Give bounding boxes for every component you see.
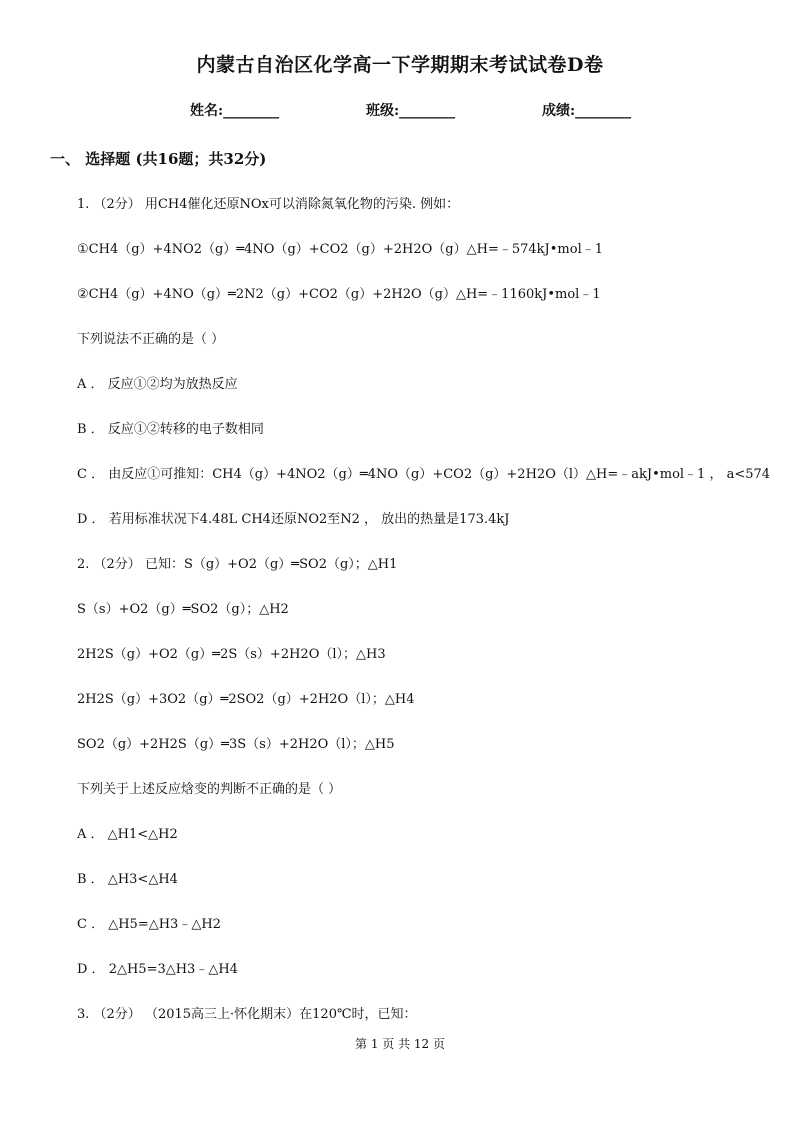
question-1-option-d: D ． 若用标准状况下4.48L CH4还原NO2至N2 ， 放出的热量是173.4kJ <box>77 512 510 527</box>
question-1-option-a: A ． 反应①②均为放热反应 <box>77 377 238 392</box>
question-2-equation-5: SO2（g）+2H2S（g）═3S（s）+2H2O（l）；△H5 <box>77 737 395 752</box>
question-2-equation-3: 2H2S（g）+O2（g）═2S（s）+2H2O（l）；△H3 <box>77 647 386 662</box>
question-1-prompt: 下列说法不正确的是（ ） <box>77 332 225 347</box>
question-3-stem: 3. （2分） （2015高三上·怀化期末）在120℃时，已知： <box>77 1007 417 1022</box>
question-1-stem: 1. （2分） 用CH4催化还原NOx可以消除氮氧化物的污染. 例如： <box>77 197 460 212</box>
question-2-option-a: A ． △H1<△H2 <box>77 827 178 842</box>
name-field: 姓名:________ <box>190 103 280 119</box>
question-2-prompt: 下列关于上述反应焓变的判断不正确的是（ ） <box>77 782 342 797</box>
question-2-equation-2: S（s）+O2（g）═SO2（g）；△H2 <box>77 602 289 617</box>
question-2-option-c: C ． △H5=△H3﹣△H2 <box>77 917 221 932</box>
question-1-equation-2: ②CH4（g）+4NO（g）═2N2（g）+CO2（g）+2H2O（g）△H=﹣1160kJ•mol﹣1 <box>77 287 601 302</box>
question-1-equation-1: ①CH4（g）+4NO2（g）═4NO（g）+CO2（g）+2H2O（g）△H=﹣574kJ•mol﹣1 <box>77 242 603 257</box>
question-2-option-d: D ． 2△H5=3△H3﹣△H4 <box>77 962 238 977</box>
question-1-option-c: C ． 由反应①可推知：CH4（g）+4NO2（g）═4NO（g）+CO2（g）+2H2O（l）△H=﹣akJ•mol﹣1 ， a<574 <box>77 467 771 482</box>
question-2-equation-4: 2H2S（g）+3O2（g）═2SO2（g）+2H2O（l）；△H4 <box>77 692 415 707</box>
question-1-option-b: B ． 反应①②转移的电子数相同 <box>77 422 264 437</box>
class-field: 班级:________ <box>366 103 456 119</box>
question-2-option-b: B ． △H3<△H4 <box>77 872 178 887</box>
page-footer: 第 1 页 共 12 页 <box>355 1037 445 1051</box>
page-title: 内蒙古自治区化学高一下学期期末考试试卷D卷 <box>196 54 604 76</box>
section-heading: 一、 选择题 (共16题；共32分) <box>50 150 267 168</box>
score-field: 成绩:________ <box>542 103 632 119</box>
question-2-stem: 2. （2分） 已知：S（g）+O2（g）═SO2（g）；△H1 <box>77 557 398 572</box>
